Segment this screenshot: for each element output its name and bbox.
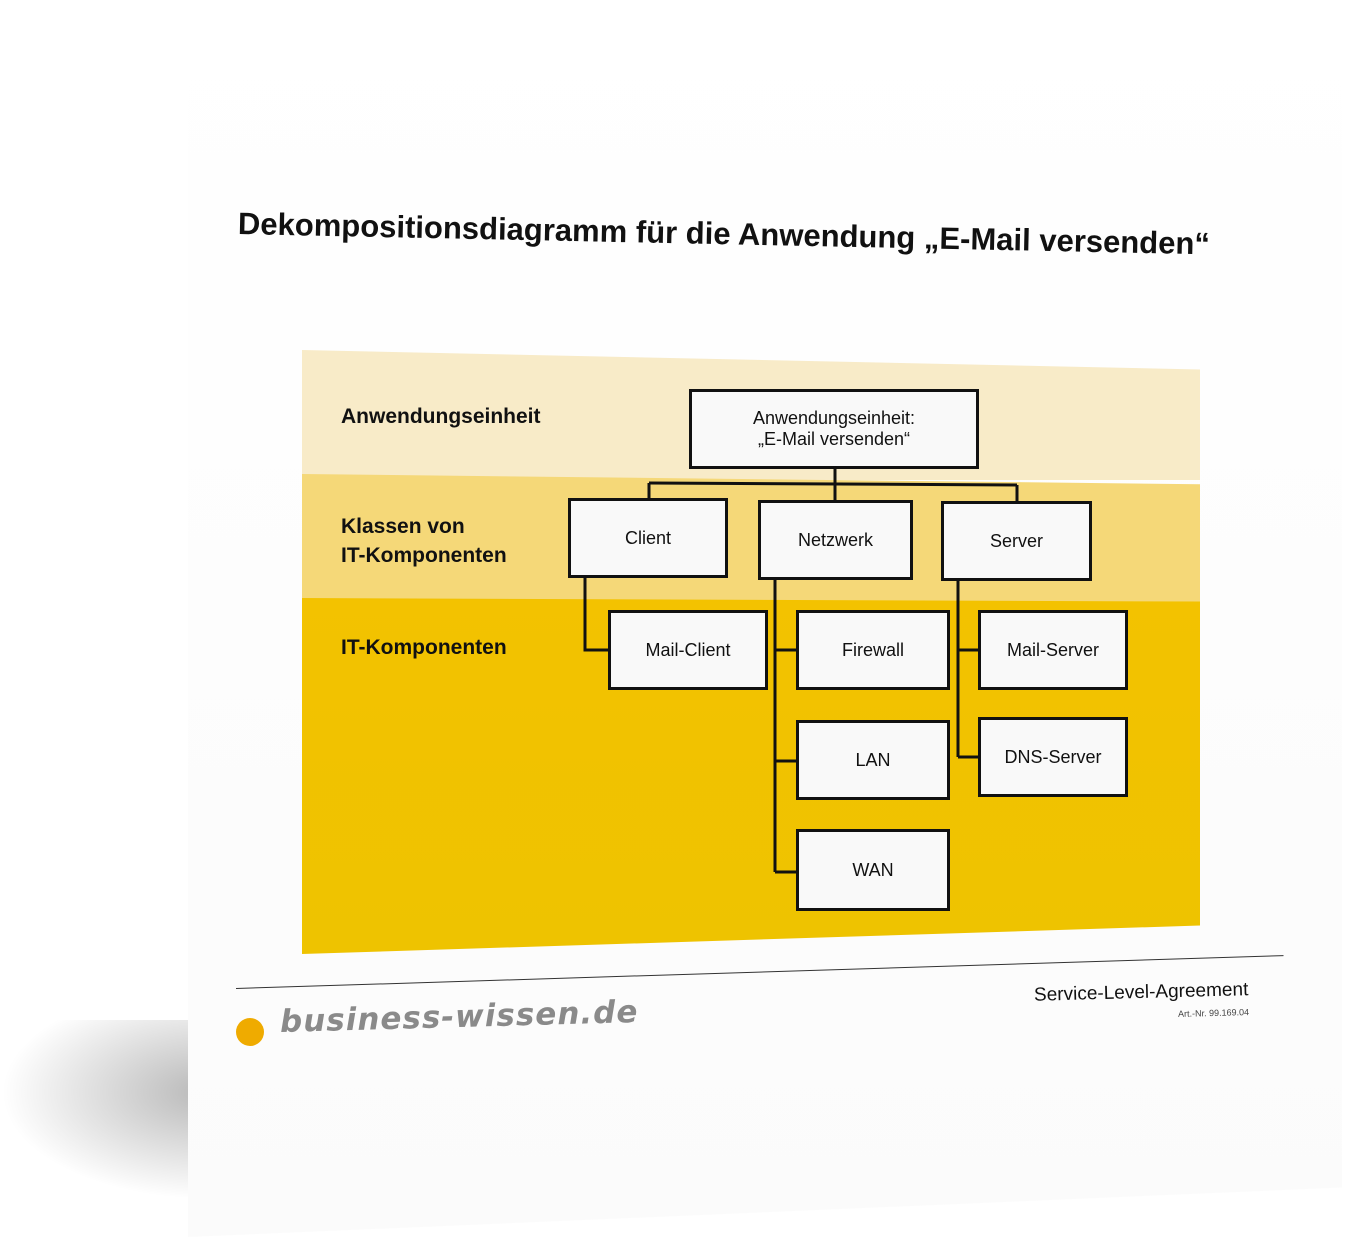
diagram-title: Dekompositionsdiagramm für die Anwendung „E-Mail versenden“ (237, 206, 1211, 262)
node-server: Server (941, 501, 1092, 581)
node-wan: WAN (796, 829, 950, 911)
product-name: Service-Level-Agreement (1033, 979, 1249, 1006)
article-number: Art.-Nr. 99.169.04 (1177, 1007, 1250, 1019)
logo-text: business-wissen.de (279, 993, 639, 1040)
row-label-component-classes-line2: IT-Komponenten (341, 544, 507, 567)
node-application-unit-line1: Anwendungseinheit: (752, 408, 916, 428)
node-firewall: Firewall (796, 610, 950, 690)
connector-root-bar (649, 483, 1017, 485)
node-mail-server: Mail-Server (978, 610, 1128, 690)
node-application-unit-line2: „E-Mail versenden“ (757, 429, 911, 449)
node-application-unit (689, 389, 979, 469)
row-label-application-unit: Anwendungseinheit (341, 405, 541, 428)
row-label-component-classes-line1: Klassen von (341, 515, 465, 538)
connector-client-trunk (585, 577, 610, 650)
node-lan: LAN (796, 720, 950, 800)
node-netzwerk: Netzwerk (758, 500, 913, 580)
row-label-components: IT-Komponenten (341, 636, 507, 659)
node-dns-server: DNS-Server (978, 717, 1128, 797)
node-mail-client: Mail-Client (608, 610, 768, 690)
logo-dot-icon (236, 1018, 264, 1046)
node-client: Client (568, 498, 728, 578)
